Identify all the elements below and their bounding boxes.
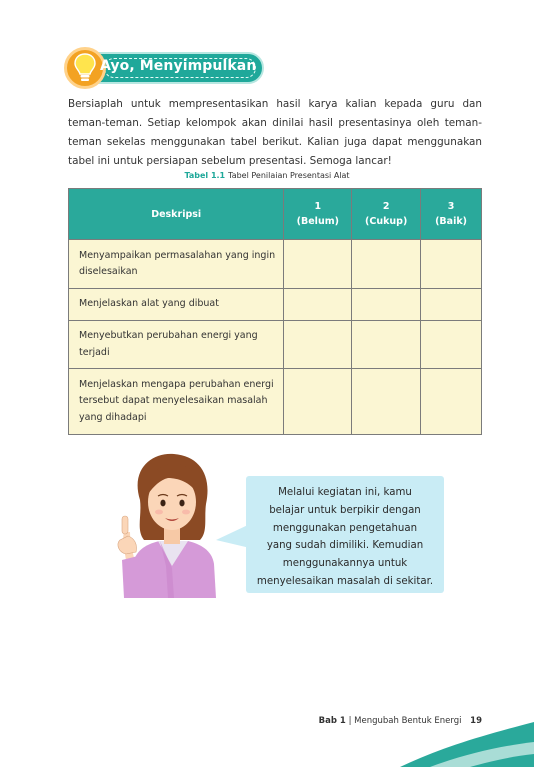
row-description: Menyampaikan permasalahan yang ingin diselesaikan <box>69 240 284 289</box>
section-title: Ayo, Menyimpulkan <box>100 58 257 74</box>
header-score-1-label: (Belum) <box>296 216 339 227</box>
speech-line: yang sudah dimiliki. Kemudian <box>266 540 424 552</box>
footer-separator: | <box>348 716 352 726</box>
speech-line: menggunakan pengetahuan <box>272 522 418 534</box>
instruction-paragraph: Bersiaplah untuk mempresentasikan hasil karya kalian kepada guru dan teman-teman. Setiap kelompok akan dinilai hasil presentasinya oleh teman-teman sekelas menggunakan tabel berikut. Kalian juga dapat menggunakan tabel ini untuk persiapan sebelum presentasi. Semoga lancar! <box>68 98 482 167</box>
header-score-3-label: (Baik) <box>435 216 468 227</box>
page-number: 19 <box>470 716 482 726</box>
speech-line: belajar untuk berpikir dengan <box>269 504 421 516</box>
page-footer <box>319 716 482 726</box>
footer-chapter: Bab 1 <box>318 716 346 726</box>
row-description: Menyebutkan perubahan energi yang terjadi <box>69 321 284 369</box>
header-score-2-num: 2 <box>382 201 390 212</box>
speech-line: Melalui kegiatan ini, kamu <box>278 487 412 498</box>
speech-line: menggunakannya untuk <box>282 558 408 570</box>
header-score-2-label: (Cukup) <box>365 216 408 227</box>
header-description: Deskripsi <box>69 189 284 240</box>
header-score-3-num: 3 <box>447 201 455 212</box>
row-description: Menjelaskan mengapa perubahan energi tersebut dapat menyelesaikan masalah yang dihadapi <box>69 369 284 435</box>
speech-line: menyelesaikan masalah di sekitar. <box>256 575 434 587</box>
table-caption-number: Tabel 1.1 <box>184 171 226 180</box>
row-description: Menjelaskan alat yang dibuat <box>69 289 284 321</box>
footer-chapter-title: Mengubah Bentuk Energi <box>354 716 462 726</box>
table-caption-text: Tabel Penilaian Presentasi Alat <box>228 171 350 180</box>
header-score-1-num: 1 <box>314 201 322 212</box>
